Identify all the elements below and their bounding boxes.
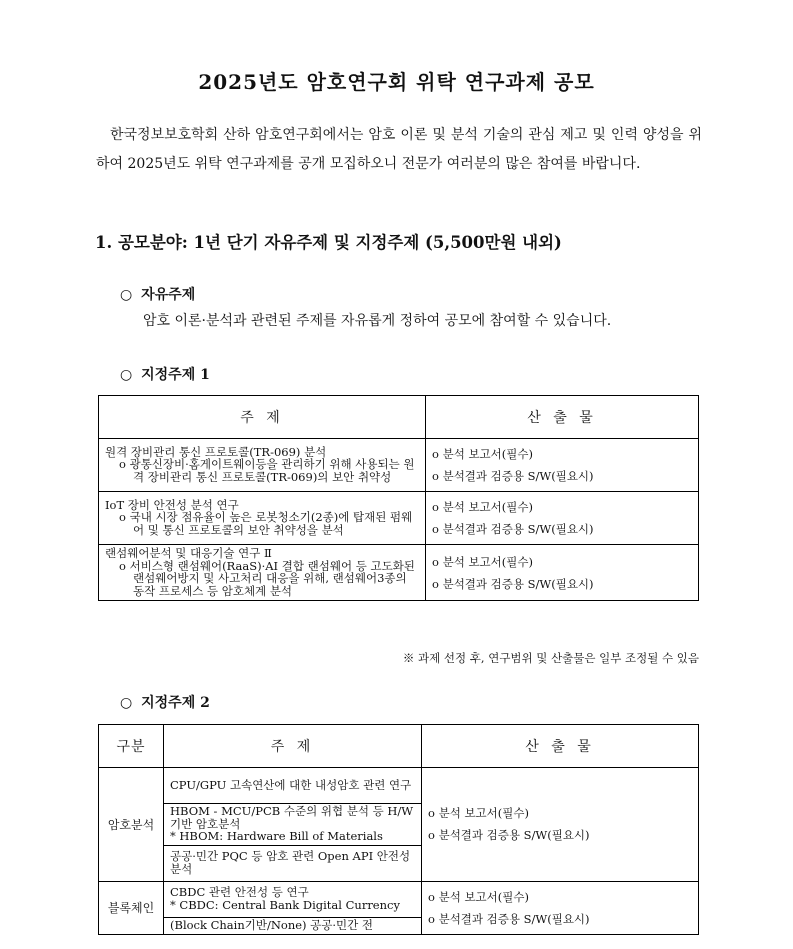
table-header-row xyxy=(99,396,699,439)
header-topic: 주 제 xyxy=(164,725,422,768)
topic-cell: 공공·민간 PQC 등 암호 관련 Open API 안전성 분석 xyxy=(164,845,422,881)
table-row xyxy=(99,768,699,804)
table-header-row xyxy=(99,725,699,768)
table-row xyxy=(99,439,699,492)
intro-text: 한국정보보호학회 산하 암호연구회에서는 암호 이론 및 분석 기술의 관심 제고 및 인력 양성을 위하여 2025년도 위탁 연구과제를 공개 모집하오니 전문가 여러분의 많은 참여를 바랍니다. xyxy=(96,127,702,172)
header-output: 산 출 물 xyxy=(422,725,699,768)
free-topic-label: 자유주제 xyxy=(141,287,196,303)
designated-2-label: 지정주제 2 xyxy=(141,695,210,711)
table-row xyxy=(99,545,699,601)
header-topic: 주 제 xyxy=(99,396,426,439)
designated-2-table xyxy=(98,724,699,935)
designated-1-table xyxy=(98,395,699,601)
topic-cell xyxy=(99,545,426,601)
output-cell xyxy=(422,768,699,882)
header-output: 산 출 물 xyxy=(426,396,699,439)
circle-bullet-icon: ○ xyxy=(120,367,133,383)
output-item: o 분석 보고서(필수) xyxy=(432,554,533,569)
topic-title: IoT 장비 안전성 분석 연구 xyxy=(105,497,239,512)
output-item: o 분석 보고서(필수) xyxy=(428,889,529,904)
topic-cell: HBOM - MCU/PCB 수준의 위협 분석 등 H/W기반 암호분석 * HBOM: Hardware Bill of Materials xyxy=(164,804,422,846)
table-note: ※ 과제 선정 후, 연구범위 및 산출물은 일부 조정될 수 있음 xyxy=(402,651,699,665)
table-row xyxy=(99,881,699,917)
circle-bullet-icon: ○ xyxy=(120,287,133,303)
free-topic-heading xyxy=(120,284,195,304)
output-item: o 분석 보고서(필수) xyxy=(432,447,533,461)
circle-bullet-icon: ○ xyxy=(120,695,133,711)
table-row xyxy=(99,492,699,545)
output-cell xyxy=(426,492,699,545)
output-item: o 분석결과 검증용 S/W(필요시) xyxy=(428,911,590,926)
output-cell xyxy=(426,439,699,492)
topic-detail: o 광통신장비·홈게이트웨이등을 관리하기 위해 사용되는 원격 장비관리 통신 프로토콜(TR-069)의 보안 취약성 xyxy=(119,457,415,484)
output-item: o 분석결과 검증용 S/W(필요시) xyxy=(432,469,594,483)
category-cell: 블록체인 xyxy=(99,881,164,934)
designated-1-label: 지정주제 1 xyxy=(141,367,210,383)
header-category: 구분 xyxy=(99,725,164,768)
topic-cell xyxy=(99,439,426,492)
designated-1-heading xyxy=(120,364,210,384)
topic-cell xyxy=(99,492,426,545)
topic-cell: CBDC 관련 안전성 등 연구 * CBDC: Central Bank Digital Currency xyxy=(164,881,422,917)
topic-detail: o 서비스형 랜섬웨어(RaaS)·AI 결합 랜섬웨어 등 고도화된 랜섬웨어방지 및 사고처리 대응을 위해, 랜섬웨어3종의 동작 프로세스 등 암호체계 분석 xyxy=(119,558,415,598)
output-cell xyxy=(422,881,699,934)
output-item: o 분석결과 검증용 S/W(필요시) xyxy=(432,576,594,591)
output-cell xyxy=(426,545,699,601)
topic-title: 원격 장비관리 통신 프로토콜(TR-069) 분석 xyxy=(105,444,327,459)
output-item: o 분석결과 검증용 S/W(필요시) xyxy=(428,828,590,843)
designated-2-heading xyxy=(120,692,210,712)
output-item: o 분석 보고서(필수) xyxy=(428,806,529,821)
topic-title: 랜섬웨어분석 및 대응기술 연구 Ⅱ xyxy=(105,546,272,560)
topic-detail: o 국내 시장 점유율이 높은 로봇청소기(2종)에 탑재된 펌웨어 및 통신 프로토콜의 보안 취약성을 분석 xyxy=(119,510,413,537)
free-topic-description: 암호 이론·분석과 관련된 주제를 자유롭게 정하여 공모에 참여할 수 있습니다. xyxy=(143,313,612,329)
topic-cell: (Block Chain기반/None) 공공·민간 전 xyxy=(164,917,422,934)
output-item: o 분석 보고서(필수) xyxy=(432,500,533,514)
output-item: o 분석결과 검증용 S/W(필요시) xyxy=(432,522,594,536)
category-cell: 암호분석 xyxy=(99,768,164,882)
section-1-heading: 1. 공모분야: 1년 단기 자유주제 및 지정주제 (5,500만원 내외) xyxy=(95,233,562,252)
topic-cell: CPU/GPU 고속연산에 대한 내성암호 관련 연구 xyxy=(164,768,422,804)
page-title: 2025년도 암호연구회 위탁 연구과제 공모 xyxy=(198,70,595,94)
intro-paragraph xyxy=(96,121,702,179)
